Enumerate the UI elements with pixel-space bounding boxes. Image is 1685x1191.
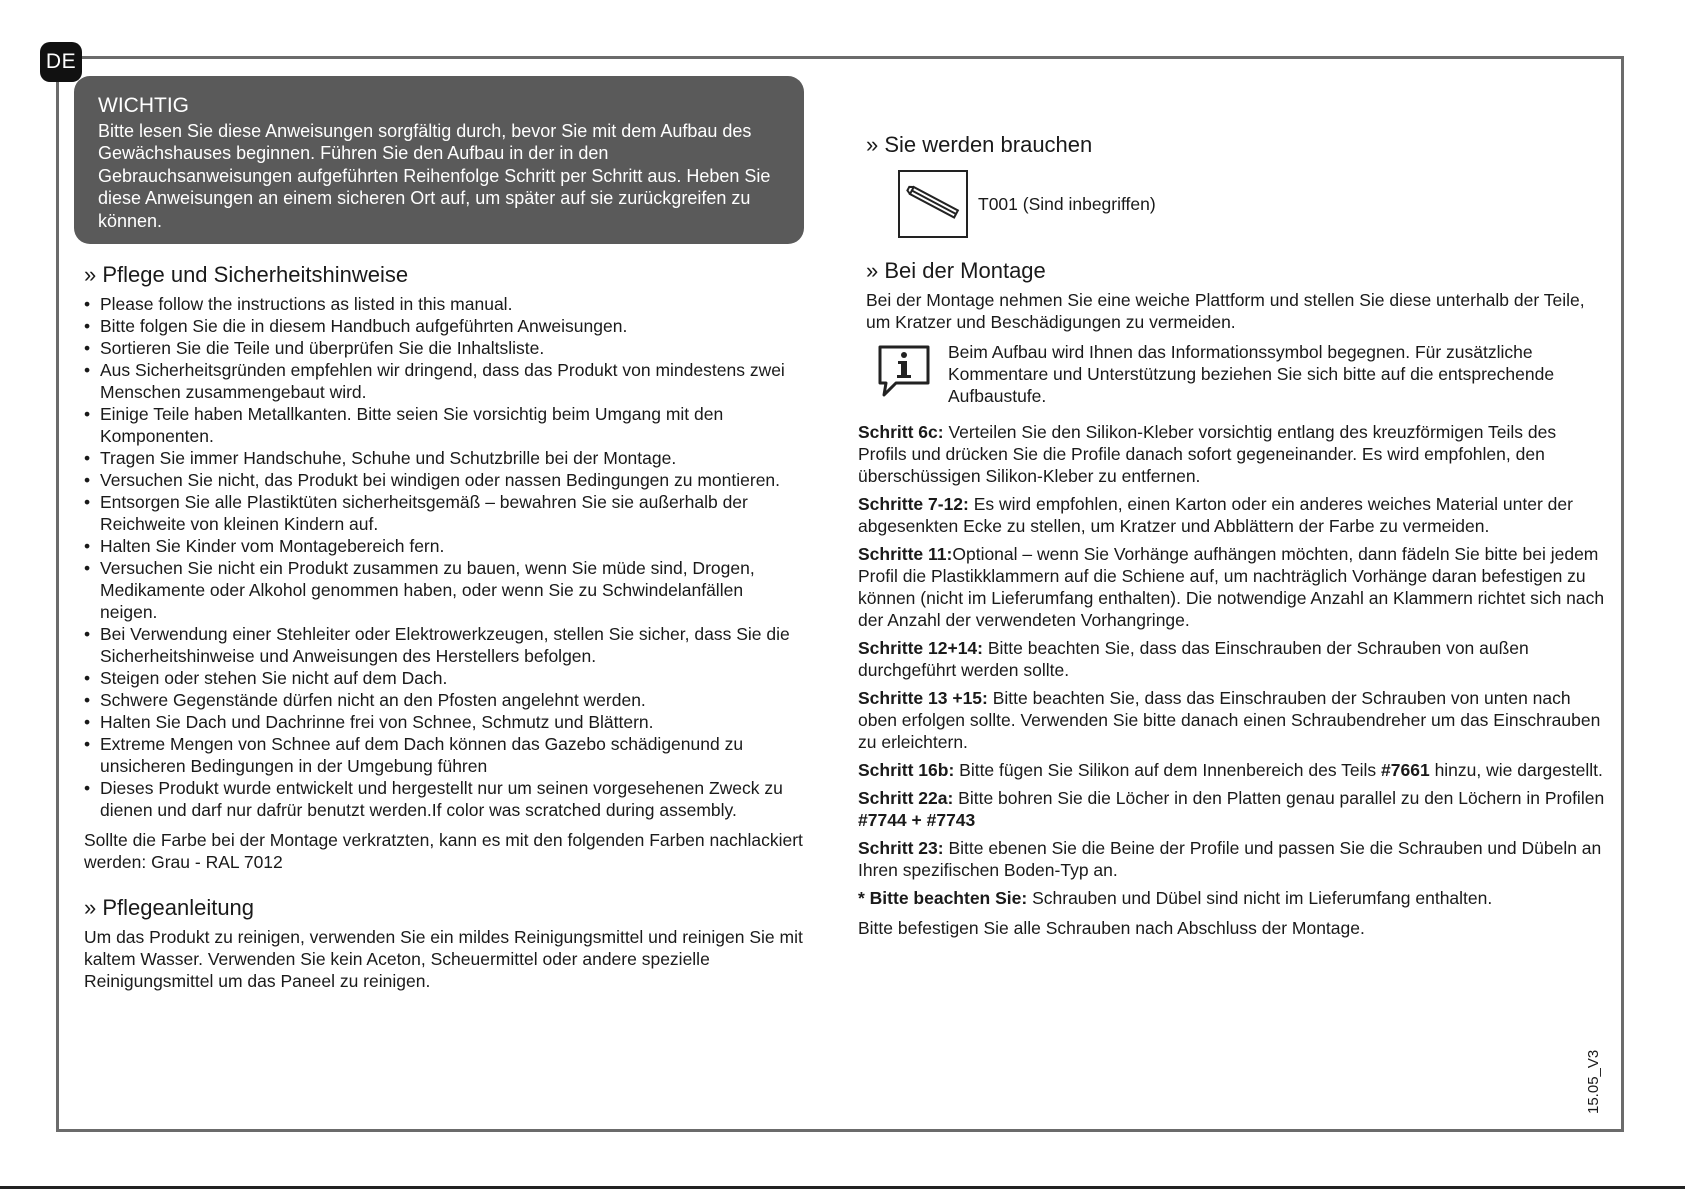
step-text: Bitte beachten Sie, dass das Einschrauben der Schrauben von außen durchgeführt werden sollte. <box>858 638 1529 680</box>
list-item: • Bitte folgen Sie die in diesem Handbuch aufgeführten Anweisungen. <box>84 315 804 337</box>
step-text: Bitte fügen Sie Silikon auf dem Innenbereich des Teils <box>954 760 1382 780</box>
note-text: Schrauben und Dübel sind nicht im Lieferumfang enthalten. <box>1027 888 1493 908</box>
language-tab: DE <box>40 42 82 82</box>
step-text: Bitte ebenen Sie die Beine der Profile und passen Sie die Schrauben und Dübeln an Ihren spezifischen Boden-Typ an. <box>858 838 1602 880</box>
list-item: • Halten Sie Dach und Dachrinne frei von Schnee, Schmutz und Blättern. <box>84 711 804 733</box>
part-number: #7661 <box>1381 760 1430 780</box>
step-label: Schritte 13 +15: <box>858 688 988 708</box>
care-instructions-title: » Pflegeanleitung <box>84 895 255 920</box>
step-23 <box>858 837 1606 881</box>
list-item: • Extreme Mengen von Schnee auf dem Dach können das Gazebo schädigenund zu unsicheren Bedingungen in der Umgebung führen <box>84 733 804 777</box>
list-item: • Sortieren Sie die Teile und überprüfen Sie die Inhaltsliste. <box>84 337 804 359</box>
step-label: Schritte 11: <box>858 544 953 564</box>
step-16b <box>858 759 1606 781</box>
safety-list <box>84 293 804 821</box>
info-row <box>874 341 1606 407</box>
list-item: • Versuchen Sie nicht ein Produkt zusammen zu bauen, wenn Sie müde sind, Drogen, Medikamente oder Alkohol genommen haben, oder wenn Sie zu Schwindelanfällen neigen. <box>84 557 804 623</box>
list-item: • Aus Sicherheitsgründen empfehlen wir dringend, dass das Produkt von mindestens zwei Menschen zusammengebaut wird. <box>84 359 804 403</box>
list-item: • Bei Verwendung einer Stehleiter oder Elektrowerkzeugen, stellen Sie sicher, dass Sie die Sicherheitshinweise und Anweisungen des Herstellers befolgen. <box>84 623 804 667</box>
left-column <box>84 262 804 992</box>
list-item: • Einige Teile haben Metallkanten. Bitte seien Sie vorsichtig beim Umgang mit den Komponenten. <box>84 403 804 447</box>
final-instruction: Bitte befestigen Sie alle Schrauben nach Abschluss der Montage. <box>858 918 1365 938</box>
repaint-note: Sollte die Farbe bei der Montage verkratzten, kann es mit den folgenden Farben nachlackiert werden: Grau - RAL 7012 <box>84 830 803 872</box>
step-6c <box>858 421 1606 487</box>
info-text: Beim Aufbau wird Ihnen das Informationssymbol begegnen. Für zusätzliche Kommentare und Unterstützung beziehen Sie sich bitte auf die entsprechende Aufbaustufe. <box>948 342 1555 406</box>
step-text: hinzu, wie dargestellt. <box>1429 760 1603 780</box>
part-number: #7744 + #7743 <box>858 810 976 830</box>
tool-row <box>898 170 1606 238</box>
bottom-rule <box>0 1186 1685 1189</box>
list-item: • Dieses Produkt wurde entwickelt und hergestellt nur um seinen vorgesehenen Zweck zu dienen und darf nur dafrür benutzt werden.If color was scratched during assembly. <box>84 777 804 821</box>
important-text: Bitte lesen Sie diese Anweisungen sorgfältig durch, bevor Sie mit dem Aufbau des Gewächshauses beginnen. Führen Sie den Aufbau in der in den Gebrauchsanweisungen aufgeführten Reihenfolge Schritt per Schritt aus. Heben Sie diese Anweisungen an einem sicheren Ort auf, um später auf sie zurückgreifen zu können. <box>98 121 771 231</box>
list-item: • Steigen oder stehen Sie nicht auf dem Dach. <box>84 667 804 689</box>
info-icon <box>874 341 940 401</box>
step-11 <box>858 543 1606 631</box>
step-label: Schritt 16b: <box>858 760 955 780</box>
version-label: 15.05_V3 <box>1585 1049 1602 1114</box>
mounting-text: Bei der Montage nehmen Sie eine weiche Plattform und stellen Sie diese unterhalb der Teile, um Kratzer und Beschädigungen zu vermeiden. <box>866 290 1585 332</box>
step-12-14 <box>858 637 1606 681</box>
list-item: • Entsorgen Sie alle Plastiktüten sicherheitsgemäß – bewahren Sie sie außerhalb der Reichweite von kleinen Kindern auf. <box>84 491 804 535</box>
steps-list <box>858 421 1606 939</box>
step-label: Schritt 23: <box>858 838 944 858</box>
step-text: Verteilen Sie den Silikon-Kleber vorsichtig entlang des kreuzförmigen Teils des Profils und drücken Sie die Profile danach sofort gegeneinander. Es wird empfohlen, den überschüssigen Silikon-Kleber zu entfernen. <box>858 422 1557 486</box>
right-column <box>858 132 1606 945</box>
you-need-title: » Sie werden brauchen <box>866 132 1093 157</box>
tool-t001-icon <box>898 170 968 238</box>
important-title: WICHTIG <box>98 94 189 117</box>
step-text: Es wird empfohlen, einen Karton oder ein anderes weiches Material unter der abgesenkten Ecke zu stellen, um Kratzer und Abblättern der Farbe zu vermeiden. <box>858 494 1573 536</box>
list-item: • Please follow the instructions as listed in this manual. <box>84 293 804 315</box>
list-item: • Halten Sie Kinder vom Montagebereich fern. <box>84 535 804 557</box>
list-item: • Schwere Gegenstände dürfen nicht an den Pfosten angelehnt werden. <box>84 689 804 711</box>
step-22a <box>858 787 1606 831</box>
note-label: * Bitte beachten Sie: <box>858 888 1028 908</box>
step-13-15 <box>858 687 1606 753</box>
list-item: • Versuchen Sie nicht, das Produkt bei windigen oder nassen Bedingungen zu montieren. <box>84 469 804 491</box>
step-label: Schritte 7-12: <box>858 494 969 514</box>
step-text: Optional – wenn Sie Vorhänge aufhängen möchten, dann fädeln Sie bitte bei jedem Profil die Plastikklammern auf die Schiene auf, um nachträglich Vorhänge daran befestigen zu können (nicht im Lieferumfang enthalten). Die notwendige Anzahl an Klammern richtet sich nach der Anzahl der verwendeten Vorhangringe. <box>858 544 1605 630</box>
step-label: Schritte 12+14: <box>858 638 983 658</box>
step-text: Bitte beachten Sie, dass das Einschrauben der Schrauben von unten nach oben erfolgen sollte. Verwenden Sie bitte danach einen Schraubendreher um das Einschrauben zu erleichtern. <box>858 688 1601 752</box>
care-instructions-text: Um das Produkt zu reinigen, verwenden Sie ein mildes Reinigungsmittel und reinigen Sie mit kaltem Wasser. Verwenden Sie kein Aceton, Scheuermittel oder andere spezielle Reinigungsmittel um das Paneel zu reinigen. <box>84 927 803 991</box>
step-label: Schritt 22a: <box>858 788 954 808</box>
step-7-12 <box>858 493 1606 537</box>
tool-label: T001 (Sind inbegriffen) <box>978 193 1156 214</box>
important-notice <box>74 76 804 244</box>
step-label: Schritt 6c: <box>858 422 944 442</box>
mounting-title: » Bei der Montage <box>866 258 1046 283</box>
list-item: • Tragen Sie immer Handschuhe, Schuhe und Schutzbrille bei der Montage. <box>84 447 804 469</box>
care-safety-title: » Pflege und Sicherheitshinweise <box>84 262 409 287</box>
note <box>858 887 1606 909</box>
step-text: Bitte bohren Sie die Löcher in den Platten genau parallel zu den Löchern in Profilen <box>953 788 1605 808</box>
